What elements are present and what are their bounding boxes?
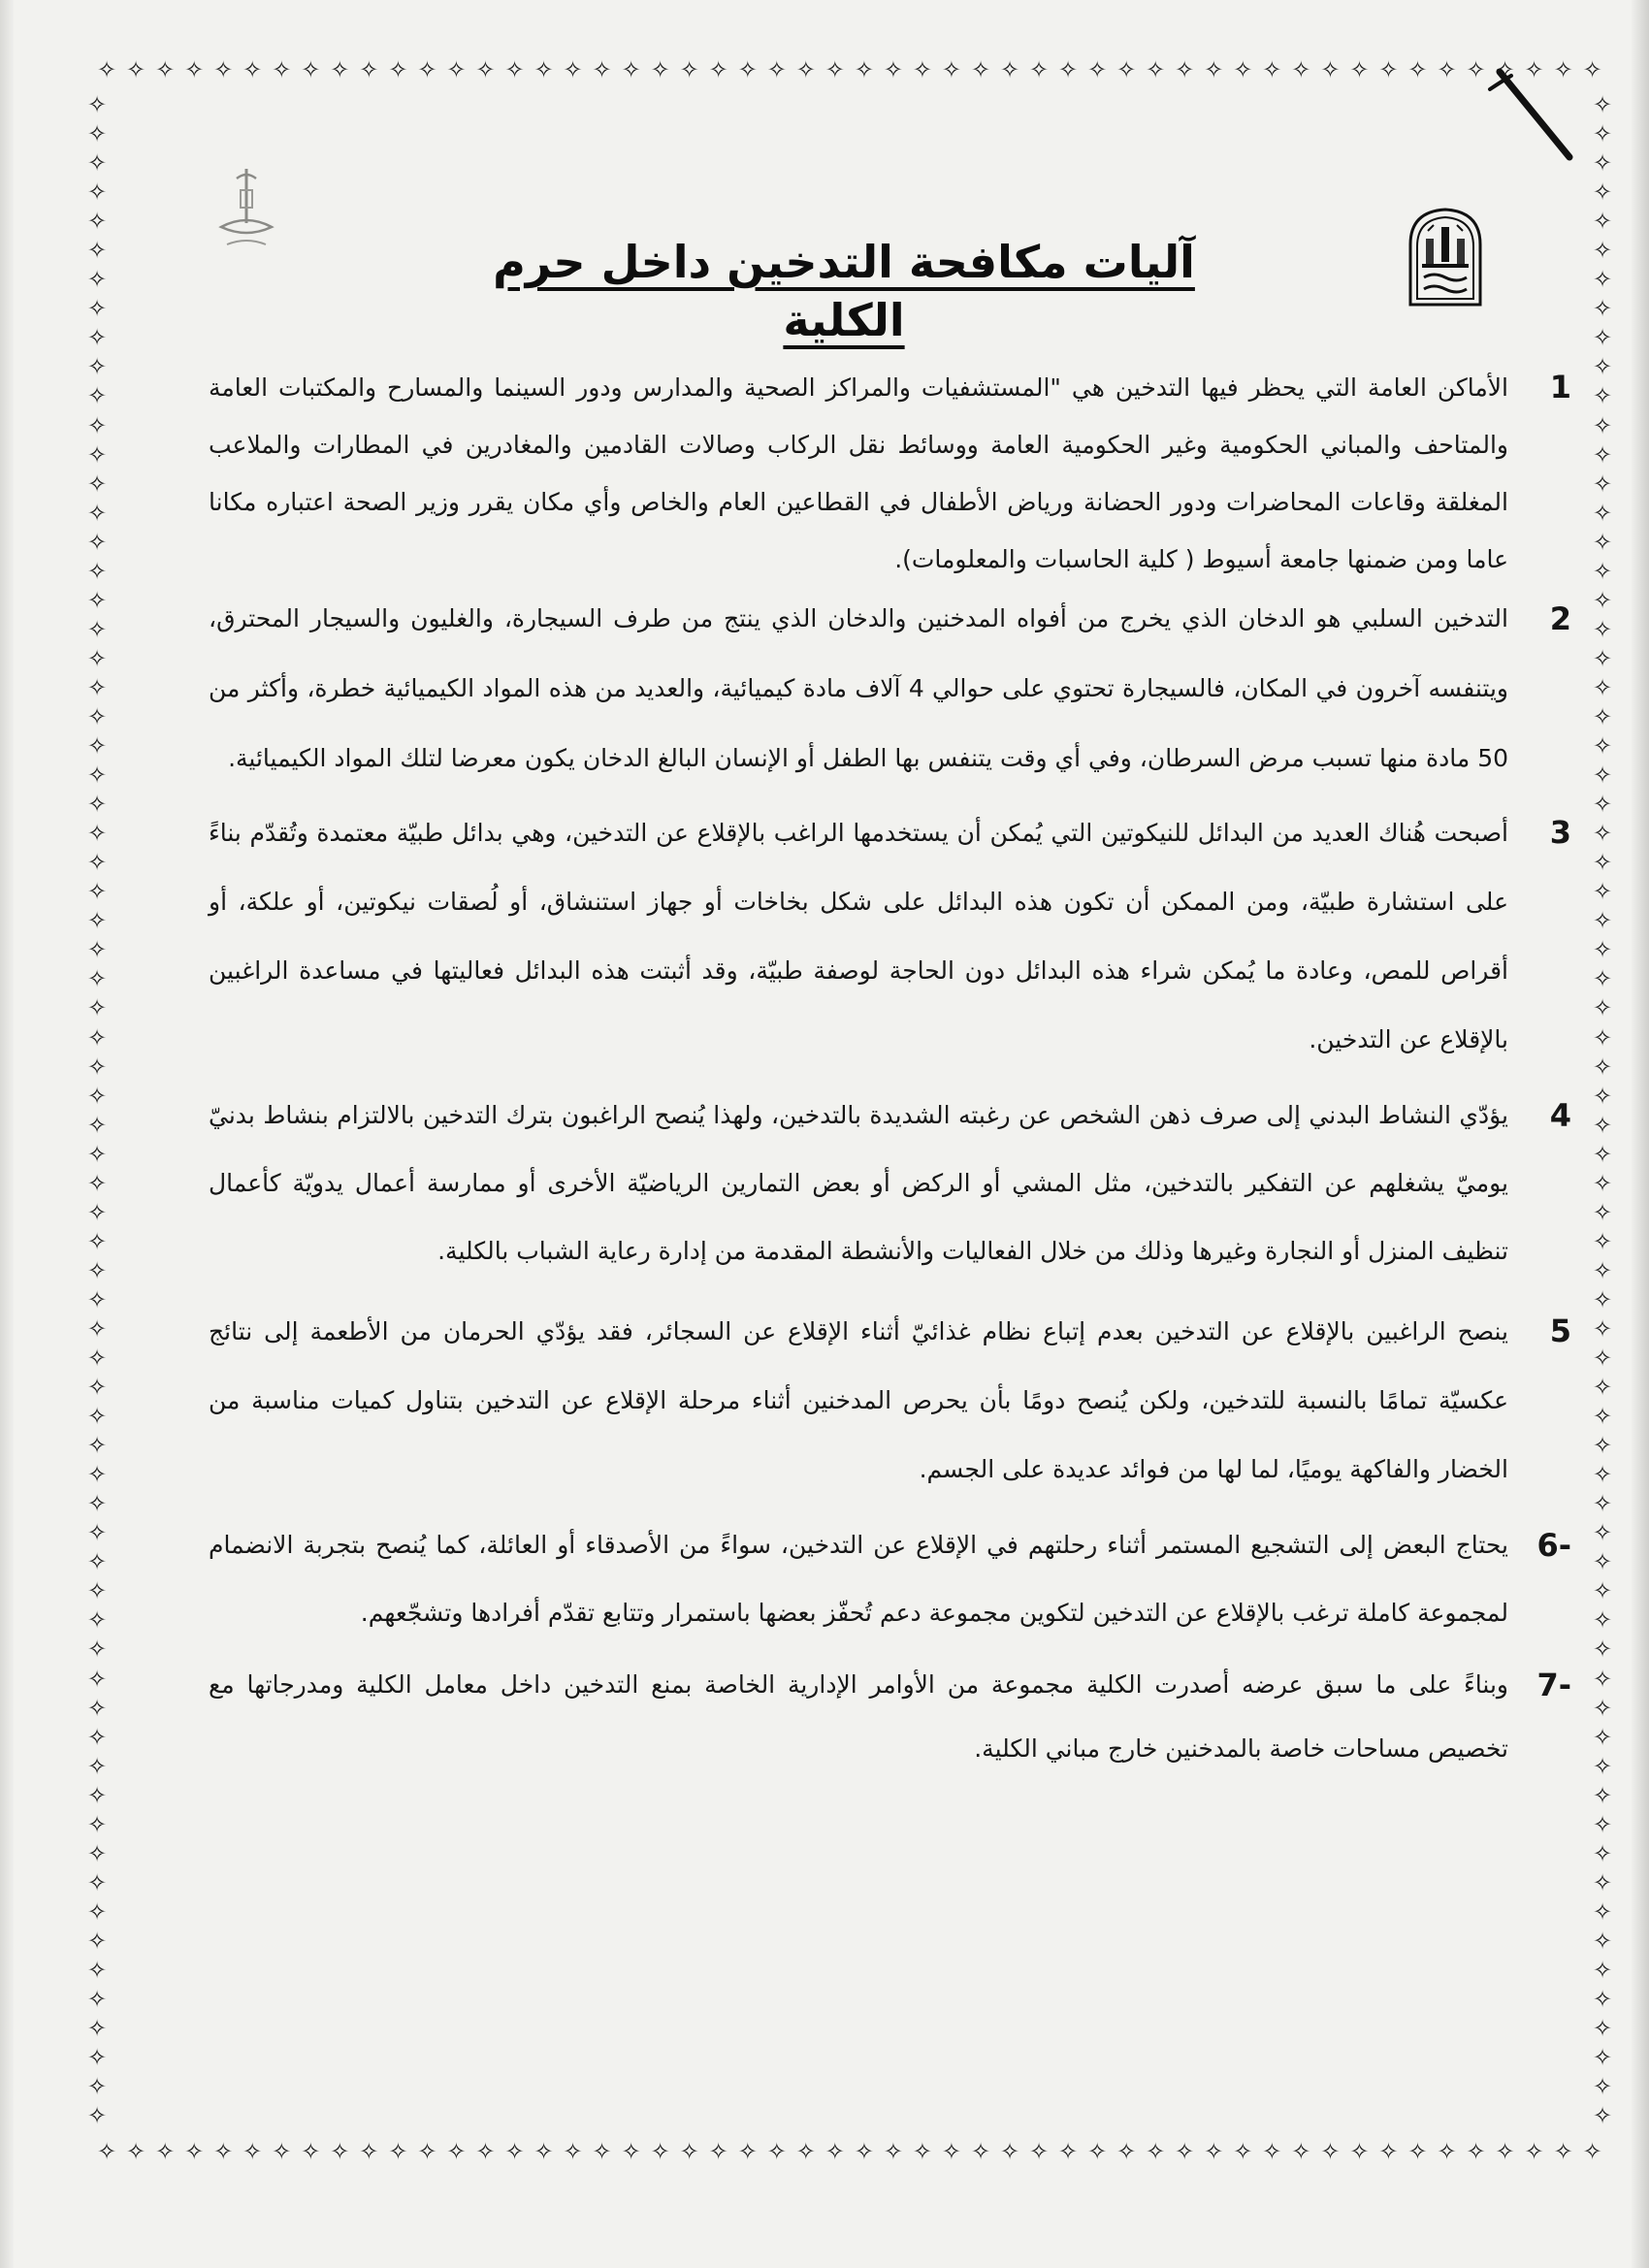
- palm-ornament-icon: ✧: [86, 1636, 108, 1664]
- palm-ornament-icon: ✧: [86, 1111, 108, 1139]
- palm-ornament-icon: ✧: [1582, 56, 1602, 83]
- palm-ornament-icon: ✧: [1437, 56, 1457, 83]
- palm-ornament-icon: ✧: [86, 1897, 108, 1926]
- palm-ornament-icon: ✧: [883, 56, 903, 83]
- palm-ornament-icon: ✧: [1582, 2138, 1602, 2165]
- palm-ornament-icon: ✧: [417, 2138, 437, 2165]
- palm-ornament-icon: ✧: [1320, 56, 1341, 83]
- palm-ornament-icon: ✧: [155, 2138, 176, 2165]
- palm-ornament-icon: ✧: [184, 2138, 205, 2165]
- palm-ornament-icon: ✧: [86, 1345, 108, 1373]
- palm-ornament-icon: ✧: [86, 2073, 108, 2101]
- palm-ornament-icon: ✧: [1524, 56, 1544, 83]
- palm-ornament-icon: ✧: [86, 1957, 108, 1984]
- palm-ornament-icon: ✧: [970, 2138, 991, 2165]
- palm-ornament-icon: ✧: [1592, 1723, 1613, 1751]
- palm-ornament-icon: ✧: [86, 1694, 108, 1722]
- border-bottom-palms: [97, 2132, 1602, 2171]
- palm-ornament-icon: ✧: [1524, 2138, 1544, 2165]
- palm-ornament-icon: ✧: [1592, 1053, 1613, 1081]
- palm-ornament-icon: ✧: [272, 2138, 292, 2165]
- palm-ornament-icon: ✧: [388, 56, 408, 83]
- palm-ornament-icon: ✧: [795, 2138, 816, 2165]
- palm-ornament-icon: ✧: [86, 382, 108, 410]
- palm-ornament-icon: ✧: [621, 2138, 641, 2165]
- palm-ornament-icon: ✧: [86, 673, 108, 701]
- palm-ornament-icon: ✧: [1262, 2138, 1282, 2165]
- palm-ornament-icon: ✧: [213, 2138, 234, 2165]
- border-left-palms: [78, 93, 116, 2128]
- palm-ornament-icon: ✧: [1592, 849, 1613, 877]
- list-item: [209, 584, 1571, 794]
- palm-ornament-icon: ✧: [1592, 149, 1613, 178]
- palm-ornament-icon: ✧: [1592, 1636, 1613, 1664]
- palm-ornament-icon: ✧: [86, 878, 108, 906]
- palm-ornament-icon: ✧: [1592, 1256, 1613, 1284]
- palm-ornament-icon: ✧: [1592, 120, 1613, 148]
- palm-ornament-icon: ✧: [86, 528, 108, 556]
- palm-ornament-icon: ✧: [475, 2138, 496, 2165]
- palm-ornament-icon: ✧: [708, 56, 728, 83]
- palm-ornament-icon: ✧: [184, 56, 205, 83]
- palm-ornament-icon: ✧: [86, 2015, 108, 2043]
- scan-edge-right: [1632, 0, 1649, 2268]
- palm-ornament-icon: ✧: [86, 91, 108, 118]
- palm-ornament-icon: ✧: [126, 2138, 146, 2165]
- palm-ornament-icon: ✧: [86, 411, 108, 439]
- palm-ornament-icon: ✧: [999, 2138, 1020, 2165]
- palm-ornament-icon: ✧: [1466, 56, 1486, 83]
- palm-ornament-icon: ✧: [86, 178, 108, 207]
- palm-ornament-icon: ✧: [1466, 2138, 1486, 2165]
- palm-ornament-icon: ✧: [621, 56, 641, 83]
- palm-ornament-icon: ✧: [1592, 1577, 1613, 1605]
- list-item: [209, 359, 1571, 588]
- palm-ornament-icon: ✧: [97, 56, 117, 83]
- palm-ornament-icon: ✧: [86, 2102, 108, 2130]
- palm-ornament-icon: ✧: [1175, 56, 1195, 83]
- palm-ornament-icon: ✧: [795, 56, 816, 83]
- palm-ornament-icon: ✧: [86, 1986, 108, 2014]
- palm-ornament-icon: ✧: [1592, 732, 1613, 761]
- palm-ornament-icon: ✧: [1592, 528, 1613, 556]
- palm-ornament-icon: ✧: [1592, 1490, 1613, 1518]
- palm-ornament-icon: ✧: [941, 56, 962, 83]
- palm-ornament-icon: ✧: [301, 2138, 321, 2165]
- palm-ornament-icon: ✧: [1029, 56, 1050, 83]
- palm-ornament-icon: ✧: [86, 936, 108, 964]
- palm-ornament-icon: ✧: [475, 56, 496, 83]
- palm-ornament-icon: ✧: [592, 2138, 612, 2165]
- palm-ornament-icon: ✧: [1592, 1345, 1613, 1373]
- palm-ornament-icon: ✧: [1592, 1986, 1613, 2014]
- item-text: أصبحت هُناك العديد من البدائل للنيكوتين التي يُمكن أن يستخدمها الراغب بالإقلاع عن التدخين، وهي بدائل طبيّة معتمدة وتُقدّم بناءً على استشارة طبيّة، ومن الممكن أن تكون هذه البدائل على شكل بخاخات أو جهاز استنشاق، أو لُصقات نيكوتين، أو علكة، أو أقراص للمص، وعادة ما يُمكن شراء هذه البدائل دون الحاجة لوصفة طبيّة، وقد أثبتت هذه البدائل فعاليتها في مساعدة الراغبين بالإقلاع عن التدخين.: [209, 819, 1508, 1053]
- palm-ornament-icon: ✧: [708, 2138, 728, 2165]
- palm-ornament-icon: ✧: [999, 56, 1020, 83]
- palm-ornament-icon: ✧: [86, 1432, 108, 1460]
- border-top-palms: [97, 50, 1602, 89]
- palm-ornament-icon: ✧: [1592, 1169, 1613, 1197]
- list-item: [209, 798, 1571, 1074]
- palm-ornament-icon: ✧: [1146, 2138, 1166, 2165]
- palm-ornament-icon: ✧: [86, 266, 108, 294]
- palm-ornament-icon: ✧: [1592, 1374, 1613, 1402]
- palm-ornament-icon: ✧: [1087, 56, 1108, 83]
- palm-ornament-icon: ✧: [86, 208, 108, 236]
- palm-ornament-icon: ✧: [1592, 936, 1613, 964]
- palm-ornament-icon: ✧: [1592, 440, 1613, 469]
- palm-ornament-icon: ✧: [86, 1314, 108, 1343]
- palm-ornament-icon: ✧: [1592, 1227, 1613, 1255]
- palm-ornament-icon: ✧: [1233, 56, 1253, 83]
- palm-ornament-icon: ✧: [1087, 2138, 1108, 2165]
- palm-ornament-icon: ✧: [1592, 791, 1613, 819]
- palm-ornament-icon: ✧: [86, 1256, 108, 1284]
- palm-ornament-icon: ✧: [86, 907, 108, 935]
- palm-ornament-icon: ✧: [1592, 702, 1613, 730]
- palm-ornament-icon: ✧: [86, 1839, 108, 1867]
- palm-ornament-icon: ✧: [86, 1548, 108, 1576]
- palm-ornament-icon: ✧: [1592, 644, 1613, 672]
- palm-ornament-icon: ✧: [213, 56, 234, 83]
- palm-ornament-icon: ✧: [679, 56, 699, 83]
- palm-ornament-icon: ✧: [446, 56, 467, 83]
- palm-ornament-icon: ✧: [86, 1868, 108, 1896]
- palm-ornament-icon: ✧: [1592, 557, 1613, 585]
- palm-ornament-icon: ✧: [86, 295, 108, 323]
- palm-ornament-icon: ✧: [155, 56, 176, 83]
- palm-ornament-icon: ✧: [1592, 1082, 1613, 1110]
- palm-ornament-icon: ✧: [86, 732, 108, 761]
- palm-ornament-icon: ✧: [446, 2138, 467, 2165]
- palm-ornament-icon: ✧: [650, 2138, 670, 2165]
- palm-ornament-icon: ✧: [86, 557, 108, 585]
- palm-ornament-icon: ✧: [1592, 1403, 1613, 1431]
- palm-ornament-icon: ✧: [1592, 499, 1613, 527]
- palm-ornament-icon: ✧: [1495, 56, 1515, 83]
- palm-ornament-icon: ✧: [1378, 2138, 1399, 2165]
- palm-ornament-icon: ✧: [1592, 208, 1613, 236]
- item-text: الأماكن العامة التي يحظر فيها التدخين هي "المستشفيات والمراكز الصحية والمدارس ودور السينما والمسارح والمكتبات العامة والمتاحف والمباني الحكومية وغير الحكومية العامة ووسائط نقل الركاب وصالات القادمين والمغادرين في المطارات والملاعب المغلقة وقاعات المحاضرات ودور الحضانة ورياض الأطفال في القطاعين العام والخاص وأي مكان يقرر وزير الصحة اعتباره مكانا عاما ومن ضمنها جامعة أسيوط ( كلية الحاسبات والمعلومات).: [209, 373, 1508, 573]
- palm-ornament-icon: ✧: [883, 2138, 903, 2165]
- palm-ornament-icon: ✧: [1592, 1927, 1613, 1955]
- palm-ornament-icon: ✧: [86, 791, 108, 819]
- palm-ornament-icon: ✧: [854, 56, 874, 83]
- palm-ornament-icon: ✧: [86, 586, 108, 614]
- palm-ornament-icon: ✧: [86, 615, 108, 643]
- palm-ornament-icon: ✧: [1592, 1694, 1613, 1722]
- palm-ornament-icon: ✧: [679, 2138, 699, 2165]
- palm-ornament-icon: ✧: [86, 1023, 108, 1052]
- palm-ornament-icon: ✧: [86, 1403, 108, 1431]
- list-item: [209, 1511, 1571, 1647]
- palm-ornament-icon: ✧: [86, 1227, 108, 1255]
- item-number: 4: [1549, 1097, 1571, 1134]
- faded-seal-icon: [208, 163, 285, 256]
- palm-ornament-icon: ✧: [1592, 586, 1613, 614]
- item-number: 3: [1549, 814, 1571, 851]
- palm-ornament-icon: ✧: [242, 56, 263, 83]
- palm-ornament-icon: ✧: [1553, 2138, 1573, 2165]
- border-right-palms: [1583, 93, 1622, 2128]
- palm-ornament-icon: ✧: [1592, 1606, 1613, 1635]
- university-logo-icon: [1405, 206, 1486, 307]
- palm-ornament-icon: ✧: [86, 644, 108, 672]
- palm-ornament-icon: ✧: [1116, 2138, 1137, 2165]
- list-item: [209, 1082, 1571, 1285]
- palm-ornament-icon: ✧: [1592, 382, 1613, 410]
- palm-ornament-icon: ✧: [1592, 353, 1613, 381]
- pen-stroke-mark: [1482, 68, 1599, 175]
- palm-ornament-icon: ✧: [1592, 615, 1613, 643]
- palm-ornament-icon: ✧: [242, 2138, 263, 2165]
- palm-ornament-icon: ✧: [86, 1461, 108, 1489]
- item-text: يؤدّي النشاط البدني إلى صرف ذهن الشخص عن رغبته الشديدة بالتدخين، ولهذا يُنصح الراغبون بترك التدخين بالالتزام بنشاط بدنيّ يوميّ يشغلهم عن التفكير بالتدخين، مثل المشي أو الركض أو بعض التمارين الرياضيّة الأخرى أو ممارسة أعمال يدويّة كأعمال تنظيف المنزل أو النجارة وغيرها وذلك من خلال الفعاليات والأنشطة المقدمة من إدارة رعاية الشباب بالكلية.: [209, 1101, 1508, 1265]
- palm-ornament-icon: ✧: [86, 149, 108, 178]
- palm-ornament-icon: ✧: [1291, 2138, 1311, 2165]
- palm-ornament-icon: ✧: [1058, 2138, 1079, 2165]
- palm-ornament-icon: ✧: [1407, 56, 1428, 83]
- palm-ornament-icon: ✧: [1592, 2102, 1613, 2130]
- palm-ornament-icon: ✧: [86, 1781, 108, 1809]
- palm-ornament-icon: ✧: [1592, 1023, 1613, 1052]
- palm-ornament-icon: ✧: [1592, 1810, 1613, 1838]
- palm-ornament-icon: ✧: [912, 56, 932, 83]
- palm-ornament-icon: ✧: [86, 1374, 108, 1402]
- palm-ornament-icon: ✧: [86, 1198, 108, 1226]
- list-item: [209, 1297, 1571, 1504]
- palm-ornament-icon: ✧: [1592, 1957, 1613, 1984]
- palm-ornament-icon: ✧: [86, 120, 108, 148]
- palm-ornament-icon: ✧: [824, 2138, 845, 2165]
- palm-ornament-icon: ✧: [737, 2138, 758, 2165]
- item-number: 7-: [1536, 1667, 1571, 1703]
- palm-ornament-icon: ✧: [1592, 2073, 1613, 2101]
- palm-ornament-icon: ✧: [86, 1082, 108, 1110]
- palm-ornament-icon: ✧: [1592, 2015, 1613, 2043]
- palm-ornament-icon: ✧: [737, 56, 758, 83]
- palm-ornament-icon: ✧: [330, 56, 350, 83]
- palm-ornament-icon: ✧: [1592, 878, 1613, 906]
- palm-ornament-icon: ✧: [1058, 56, 1079, 83]
- palm-ornament-icon: ✧: [97, 2138, 117, 2165]
- palm-ornament-icon: ✧: [1592, 237, 1613, 265]
- palm-ornament-icon: ✧: [563, 2138, 583, 2165]
- palm-ornament-icon: ✧: [1592, 2044, 1613, 2072]
- palm-ornament-icon: ✧: [359, 56, 379, 83]
- palm-ornament-icon: ✧: [1437, 2138, 1457, 2165]
- palm-ornament-icon: ✧: [504, 56, 525, 83]
- palm-ornament-icon: ✧: [1204, 2138, 1224, 2165]
- palm-ornament-icon: ✧: [1592, 178, 1613, 207]
- item-text: ينصح الراغبين بالإقلاع عن التدخين بعدم إتباع نظام غذائيّ أثناء الإقلاع عن السجائر، فقد يؤدّي الحرمان من الأطعمة إلى نتائج عكسيّة تمامًا بالنسبة للتدخين، ولكن يُنصح دومًا بأن يحرص المدخنين أثناء مرحلة الإقلاع عن التدخين بتناول كميات مناسبة من الخضار والفاكهة يوميًا، لما لها من فوائد عديدة على الجسم.: [209, 1317, 1508, 1483]
- item-number: 1: [1549, 369, 1571, 405]
- palm-ornament-icon: ✧: [1592, 470, 1613, 498]
- palm-ornament-icon: ✧: [1592, 1548, 1613, 1576]
- palm-ornament-icon: ✧: [1378, 56, 1399, 83]
- palm-ornament-icon: ✧: [86, 1140, 108, 1168]
- palm-ornament-icon: ✧: [86, 1606, 108, 1635]
- palm-ornament-icon: ✧: [1592, 295, 1613, 323]
- palm-ornament-icon: ✧: [1592, 1897, 1613, 1926]
- palm-ornament-icon: ✧: [766, 56, 787, 83]
- list-item: [209, 1653, 1571, 1781]
- palm-ornament-icon: ✧: [1592, 1868, 1613, 1896]
- palm-ornament-icon: ✧: [417, 56, 437, 83]
- palm-ornament-icon: ✧: [359, 2138, 379, 2165]
- palm-ornament-icon: ✧: [86, 1577, 108, 1605]
- palm-ornament-icon: ✧: [1592, 761, 1613, 790]
- palm-ornament-icon: ✧: [1553, 56, 1573, 83]
- item-text: وبناءً على ما سبق عرضه أصدرت الكلية مجموعة من الأوامر الإدارية الخاصة بمنع التدخين داخل معامل الكلية ومدرجاتها مع تخصيص مساحات خاصة بالمدخنين خارج مباني الكلية.: [209, 1670, 1508, 1763]
- palm-ornament-icon: ✧: [592, 56, 612, 83]
- palm-ornament-icon: ✧: [86, 1053, 108, 1081]
- palm-ornament-icon: ✧: [912, 2138, 932, 2165]
- palm-ornament-icon: ✧: [1029, 2138, 1050, 2165]
- palm-ornament-icon: ✧: [86, 1490, 108, 1518]
- palm-ornament-icon: ✧: [388, 2138, 408, 2165]
- palm-ornament-icon: ✧: [534, 2138, 554, 2165]
- palm-ornament-icon: ✧: [1349, 2138, 1370, 2165]
- palm-ornament-icon: ✧: [1116, 56, 1137, 83]
- palm-ornament-icon: ✧: [1592, 1198, 1613, 1226]
- palm-ornament-icon: ✧: [1320, 2138, 1341, 2165]
- palm-ornament-icon: ✧: [1349, 56, 1370, 83]
- item-number: 5: [1549, 1312, 1571, 1349]
- document-body: [209, 359, 1571, 1781]
- palm-ornament-icon: ✧: [1175, 2138, 1195, 2165]
- palm-ornament-icon: ✧: [1495, 2138, 1515, 2165]
- item-text: التدخين السلبي هو الدخان الذي يخرج من أفواه المدخنين والدخان الذي ينتج من طرف السيجارة، والغليون والسيجار المحترق، ويتنفسه آخرون في المكان، فالسيجارة تحتوي على حوالي 4 آلاف مادة كيميائية، والعديد من هذه المواد الكيميائية خطرة، وأكثر من 50 مادة منها تسبب مرض السرطان، وفي أي وقت يتنفس بها الطفل أو الإنسان البالغ الدخان يكون معرضا لتلك المواد الكيميائية.: [209, 604, 1508, 772]
- palm-ornament-icon: ✧: [330, 2138, 350, 2165]
- palm-ornament-icon: ✧: [1592, 965, 1613, 993]
- palm-ornament-icon: ✧: [86, 994, 108, 1022]
- palm-ornament-icon: ✧: [1592, 411, 1613, 439]
- palm-ornament-icon: ✧: [1592, 1140, 1613, 1168]
- palm-ornament-icon: ✧: [86, 1519, 108, 1547]
- palm-ornament-icon: ✧: [86, 499, 108, 527]
- palm-ornament-icon: ✧: [766, 2138, 787, 2165]
- palm-ornament-icon: ✧: [1592, 1285, 1613, 1313]
- palm-ornament-icon: ✧: [272, 56, 292, 83]
- scan-edge-left: [0, 0, 14, 2268]
- palm-ornament-icon: ✧: [1592, 324, 1613, 352]
- palm-ornament-icon: ✧: [1592, 1461, 1613, 1489]
- palm-ornament-icon: ✧: [1233, 2138, 1253, 2165]
- palm-ornament-icon: ✧: [86, 965, 108, 993]
- palm-ornament-icon: ✧: [1592, 91, 1613, 118]
- palm-ornament-icon: ✧: [1592, 1432, 1613, 1460]
- palm-ornament-icon: ✧: [1592, 907, 1613, 935]
- palm-ornament-icon: ✧: [1407, 2138, 1428, 2165]
- palm-ornament-icon: ✧: [86, 820, 108, 848]
- palm-ornament-icon: ✧: [86, 1810, 108, 1838]
- palm-ornament-icon: ✧: [86, 1285, 108, 1313]
- palm-ornament-icon: ✧: [86, 1665, 108, 1693]
- palm-ornament-icon: ✧: [1592, 266, 1613, 294]
- palm-ornament-icon: ✧: [1204, 56, 1224, 83]
- palm-ornament-icon: ✧: [1592, 1752, 1613, 1780]
- palm-ornament-icon: ✧: [970, 56, 991, 83]
- palm-ornament-icon: ✧: [126, 56, 146, 83]
- palm-ornament-icon: ✧: [941, 2138, 962, 2165]
- palm-ornament-icon: ✧: [1291, 56, 1311, 83]
- palm-ornament-icon: ✧: [86, 1752, 108, 1780]
- palm-ornament-icon: ✧: [86, 237, 108, 265]
- palm-ornament-icon: ✧: [534, 56, 554, 83]
- item-number: 6-: [1536, 1527, 1571, 1564]
- palm-ornament-icon: ✧: [86, 2044, 108, 2072]
- palm-ornament-icon: ✧: [86, 849, 108, 877]
- palm-ornament-icon: ✧: [86, 324, 108, 352]
- palm-ornament-icon: ✧: [86, 470, 108, 498]
- palm-ornament-icon: ✧: [1592, 673, 1613, 701]
- palm-ornament-icon: ✧: [504, 2138, 525, 2165]
- palm-ornament-icon: ✧: [1592, 1111, 1613, 1139]
- palm-ornament-icon: ✧: [1592, 820, 1613, 848]
- palm-ornament-icon: ✧: [86, 1723, 108, 1751]
- palm-ornament-icon: ✧: [854, 2138, 874, 2165]
- palm-ornament-icon: ✧: [1262, 56, 1282, 83]
- palm-ornament-icon: ✧: [301, 56, 321, 83]
- palm-ornament-icon: ✧: [1592, 1314, 1613, 1343]
- palm-ornament-icon: ✧: [86, 353, 108, 381]
- palm-ornament-icon: ✧: [86, 702, 108, 730]
- item-text: يحتاج البعض إلى التشجيع المستمر أثناء رحلتهم في الإقلاع عن التدخين، سواءً من الأصدقاء أو العائلة، كما يُنصح بتجربة الانضمام لمجموعة كاملة ترغب بالإقلاع عن التدخين لتكوين مجموعة دعم تُحفّز بعضها باستمرار وتتابع تقدّم أفرادها وتشجّعهم.: [209, 1531, 1508, 1627]
- item-number: 2: [1549, 600, 1571, 637]
- palm-ornament-icon: ✧: [86, 1169, 108, 1197]
- palm-ornament-icon: ✧: [86, 440, 108, 469]
- palm-ornament-icon: ✧: [1146, 56, 1166, 83]
- palm-ornament-icon: ✧: [650, 56, 670, 83]
- palm-ornament-icon: ✧: [86, 1927, 108, 1955]
- page-title: آليات مكافحة التدخين داخل حرم الكلية: [493, 236, 1195, 346]
- palm-ornament-icon: ✧: [1592, 1665, 1613, 1693]
- palm-ornament-icon: ✧: [824, 56, 845, 83]
- palm-ornament-icon: ✧: [563, 56, 583, 83]
- palm-ornament-icon: ✧: [1592, 1839, 1613, 1867]
- palm-ornament-icon: ✧: [1592, 1519, 1613, 1547]
- palm-ornament-icon: ✧: [1592, 1781, 1613, 1809]
- palm-ornament-icon: ✧: [86, 761, 108, 790]
- palm-ornament-icon: ✧: [1592, 994, 1613, 1022]
